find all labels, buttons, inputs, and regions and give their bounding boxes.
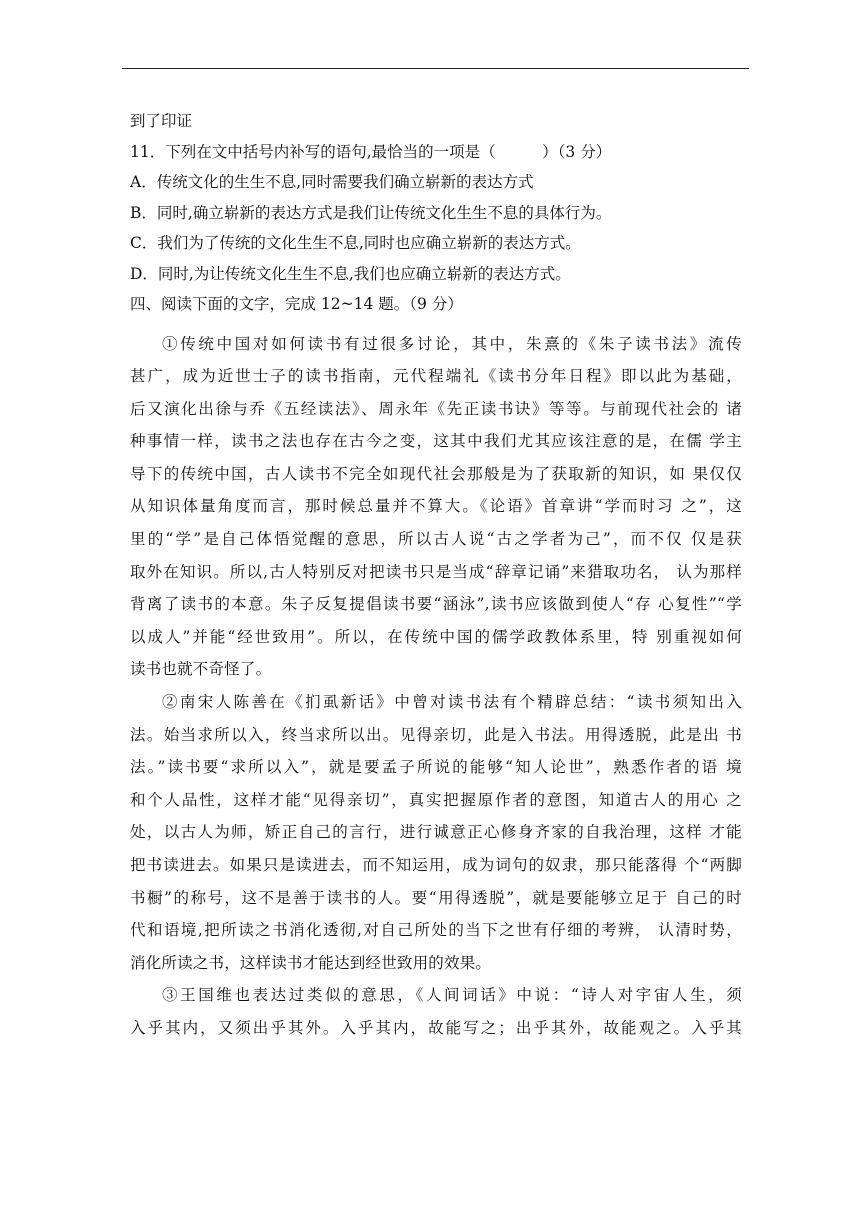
question-block <box>130 106 742 320</box>
option-a: A．传统文化的生生不息,同时需要我们确立崭新的表达方式 <box>130 173 534 191</box>
passage-line: ②南宋人陈善在《扪虱新话》中曾对读书法有个精辟总结：“读书须知出入 <box>162 693 742 712</box>
passage-line: 甚广，成为近世士子的读书指南，元代程端礼《读书分年日程》即以此为基础， <box>130 367 742 386</box>
passage-line: 从知识体量角度而言，那时候总量并不算大。《论语》首章讲“学而时习 之”，这 <box>130 497 742 516</box>
passage-line: 把书读进去。如果只是读进去，而不知运用，成为词句的奴隶，那只能落得 个“两脚 <box>130 856 742 874</box>
passage-line: 读书也就不奇怪了。 <box>130 660 272 679</box>
section-heading: 四、阅读下面的文字，完成 12~14 题。（9 分） <box>130 295 463 313</box>
passage-line: 书橱”的称号，这不是善于读书的人。要“用得透脱”，就是要能够立足于 自己的时 <box>130 888 742 907</box>
paragraph-2 <box>130 686 742 979</box>
option-c: C．我们为了传统的文化生生不息,同时也应确立崭新的表达方式。 <box>130 234 581 252</box>
paragraph-1 <box>130 328 742 687</box>
passage-line: 处，以古人为师，矫正自己的言行，进行诚意正心修身齐家的自我治理，这样 才能 <box>130 823 742 842</box>
option-b: B．同时,确立崭新的表达方式是我们让传统文化生生不息的具体行为。 <box>130 203 612 222</box>
reading-passage <box>130 328 742 1045</box>
option-d: D．同时,为让传统文化生生不息,我们也应确立崭新的表达方式。 <box>130 264 571 283</box>
passage-line: 法。”读书要“求所以入”，就是要孟子所说的能够“知人论世”，熟悉作者的语 境 <box>130 758 742 777</box>
passage-line: 取外在知识。所以,古人特别反对把读书只是当成“辞章记诵”来猎取功名， 认为那样 <box>130 562 742 581</box>
question-11-stem: 11．下列在文中括号内补写的语句,最恰当的一项是（ ）（3 分） <box>130 142 612 161</box>
passage-line: 种事情一样，读书之法也存在古今之变，这其中我们尤其应该注意的是，在儒 学主 <box>130 432 742 451</box>
document-content <box>130 106 742 1045</box>
passage-line: 以成人”并能“经世致用”。所以，在传统中国的儒学政教体系里，特 别重视如何 <box>130 627 742 646</box>
passage-line: ①传统中国对如何读书有过很多讨论，其中，朱熹的《朱子读书法》流传 <box>162 334 742 353</box>
passage-line: 入乎其内，又须出乎其外。入乎其内，故能写之；出乎其外，故能观之。入乎其 <box>130 1018 742 1037</box>
passage-line: 里的“学”是自己体悟觉醒的意思，所以古人说“古之学者为己”，而不仅 仅是获 <box>130 530 742 549</box>
passage-line: 法。始当求所以入，终当求所以出。见得亲切，此是入书法。用得透脱，此是出 书 <box>130 725 742 744</box>
paragraph-3 <box>130 979 742 1044</box>
passage-line: 消化所读之书，这样读书才能达到经世致用的效果。 <box>130 953 492 972</box>
passage-line: 代和语境,把所读之书消化透彻,对自己所处的当下之世有仔细的考辨， 认清时势， <box>130 921 742 940</box>
passage-line: 和个人品性，这样才能“见得亲切”，真实把握原作者的意图，知道古人的用心 之 <box>130 790 742 809</box>
passage-line: 后又演化出徐与乔《五经读法》、周永年《先正读书诀》等等。与前现代社会的 诸 <box>130 399 742 418</box>
passage-line: 导下的传统中国，古人读书不完全如现代社会那般是为了获取新的知识，如 果仅仅 <box>130 464 742 483</box>
passage-line: ③王国维也表达过类似的意思，《人间词话》中说：“诗人对宇宙人生，须 <box>162 986 742 1005</box>
text-line: 到了印证 <box>130 112 193 130</box>
passage-line: 背离了读书的本意。朱子反复提倡读书要“涵泳”,读书应该做到使人“存 心复性”“学 <box>130 595 742 614</box>
header-divider <box>122 68 749 69</box>
